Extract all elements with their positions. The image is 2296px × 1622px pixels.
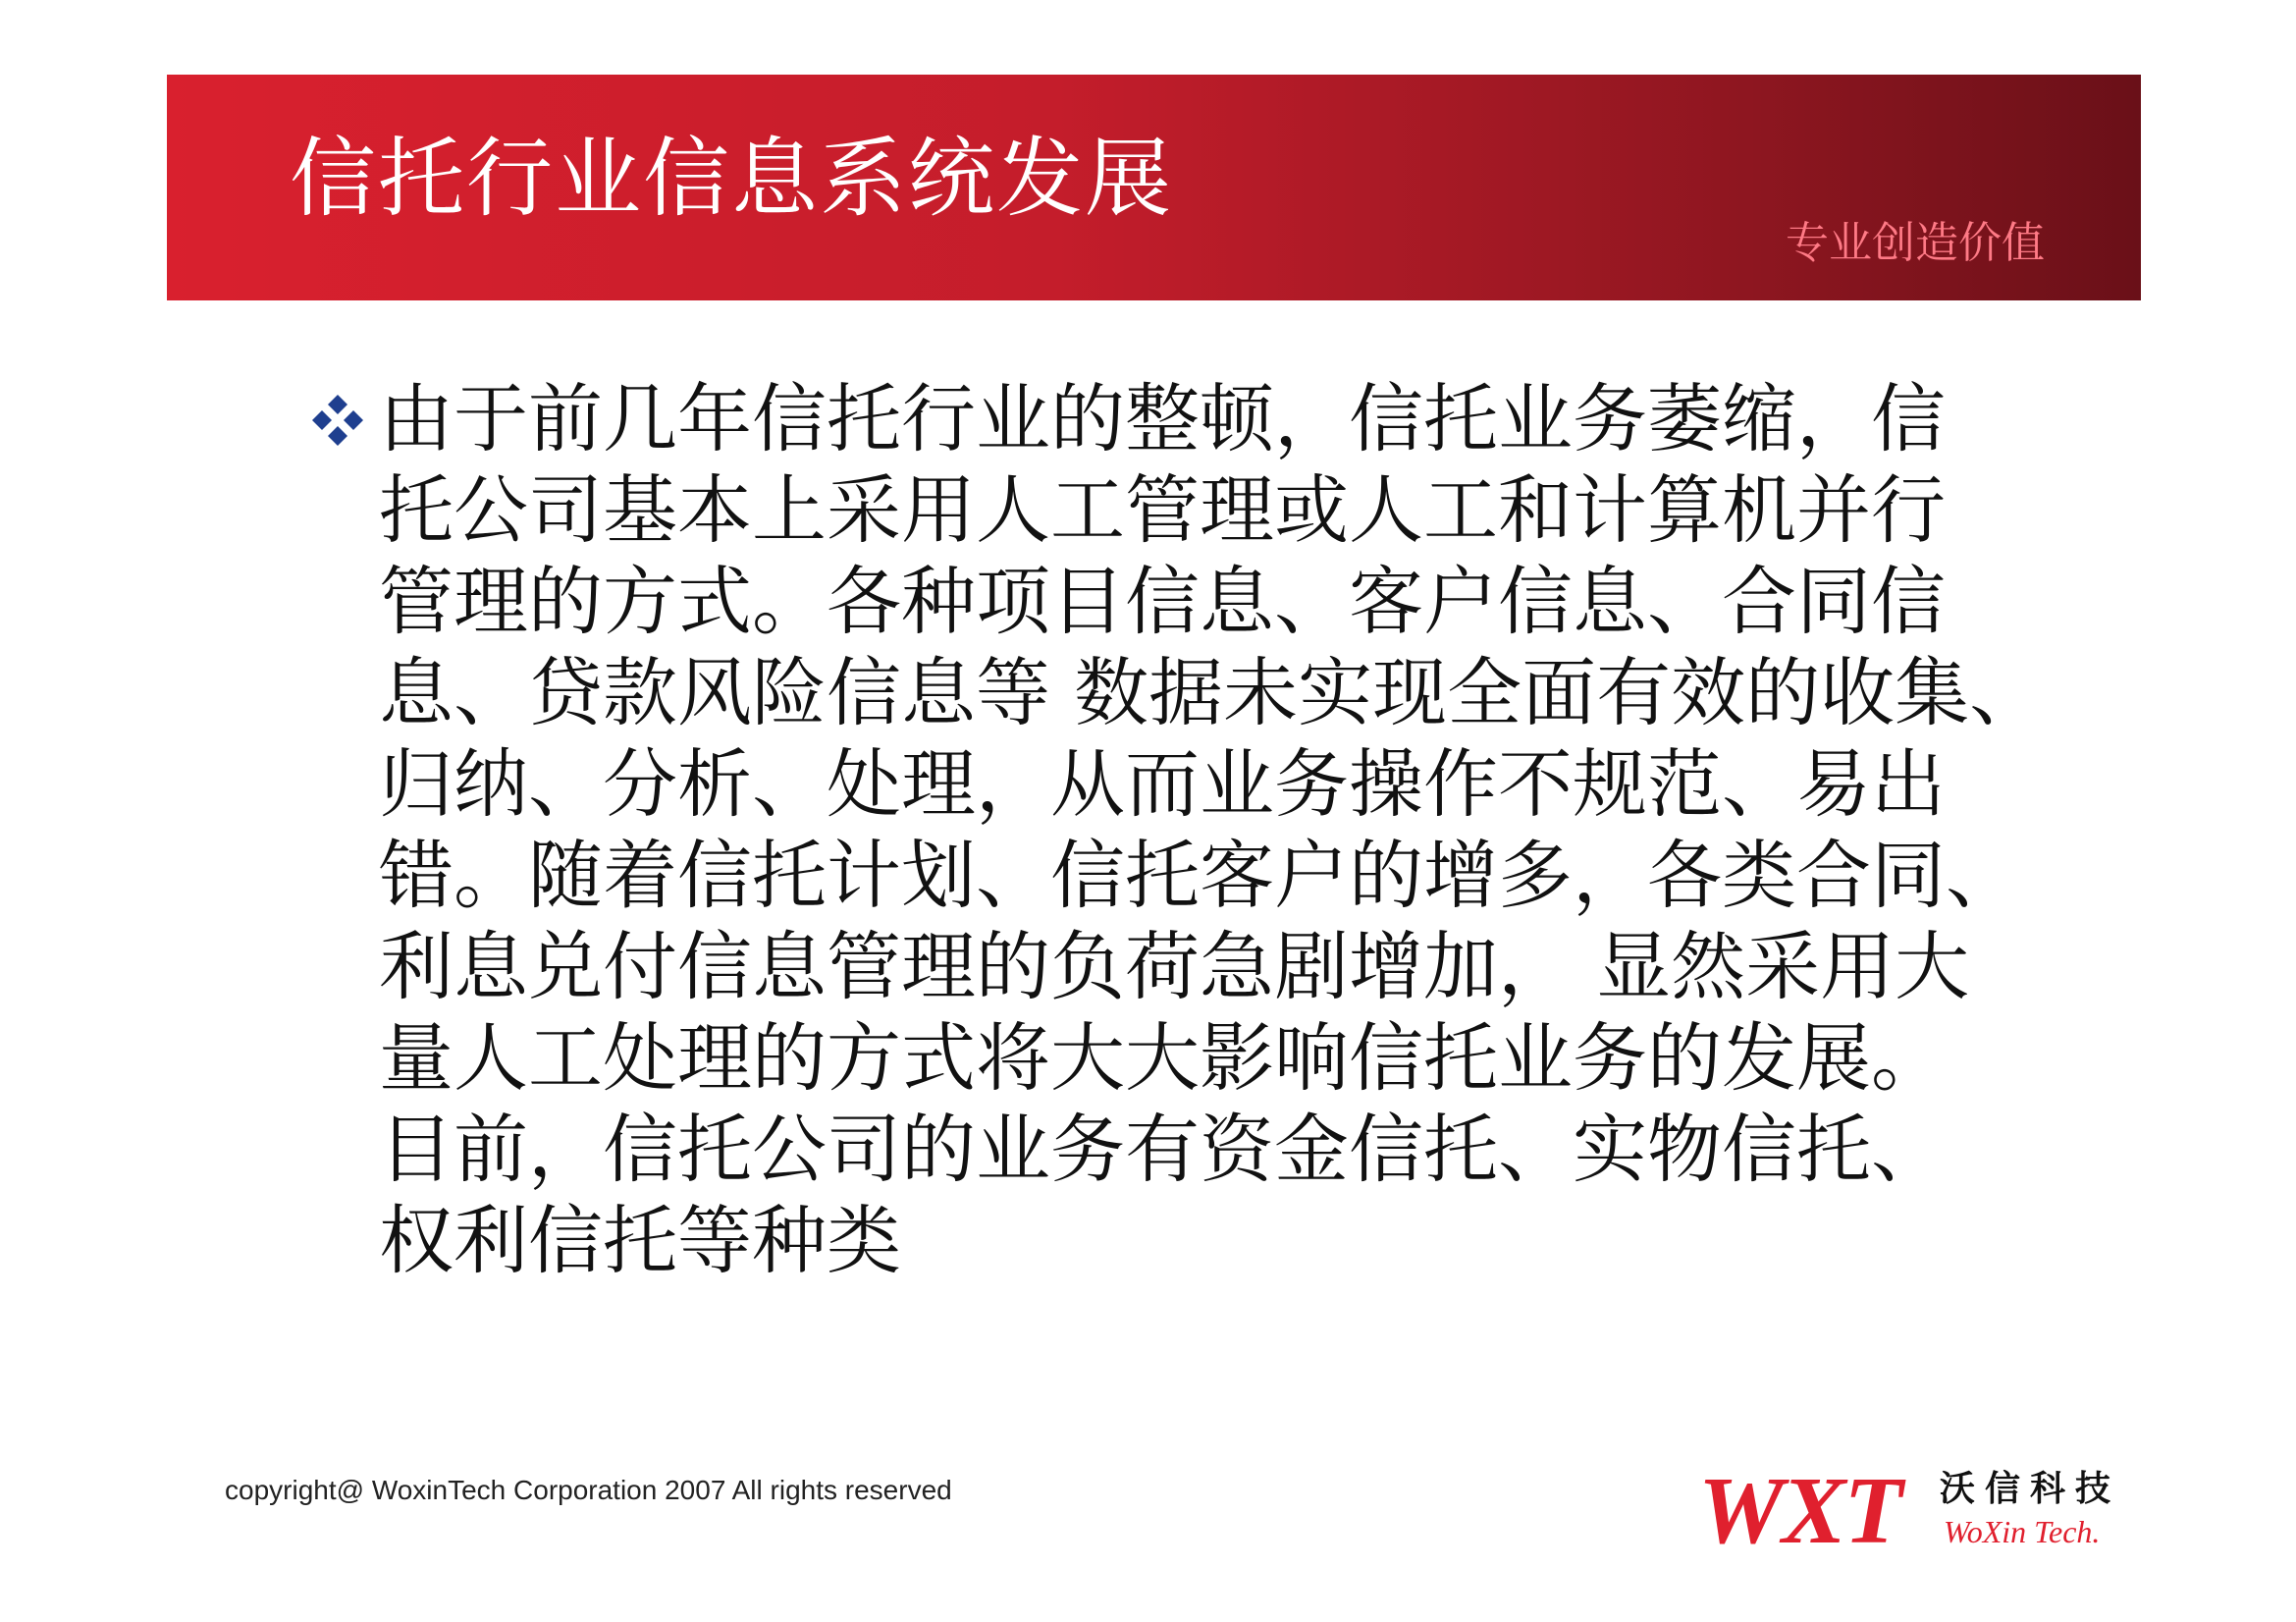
- body-line: 管理的方式。各种项目信息、客户信息、合同信: [379, 558, 1946, 645]
- body-line: 目前，信托公司的业务有资金信托、实物信托、: [379, 1106, 1946, 1193]
- company-logo: [1698, 1458, 2140, 1571]
- slide-title: 信托行业信息系统发展: [290, 128, 1174, 229]
- body-line: 由于前几年信托行业的整顿，信托业务萎缩，信: [379, 375, 1946, 462]
- body-line: 息、贷款风险信息等 数据未实现全面有效的收集、: [379, 649, 2045, 736]
- bullet-paragraph: [308, 373, 2095, 1286]
- logo-chinese-name: 沃信科技: [1940, 1468, 2121, 1509]
- body-line: 权利信托等种类: [379, 1197, 901, 1284]
- logo-english-name: WoXin Tech.: [1944, 1514, 2101, 1549]
- body-line: 归纳、分析、处理，从而业务操作不规范、易出: [379, 740, 1946, 828]
- four-diamond-bullet-icon: [308, 391, 367, 450]
- slogan-text: 专业创造价值: [1786, 218, 2045, 268]
- body-line: 利息兑付信息管理的负荷急剧增加， 显然采用大: [379, 923, 1970, 1010]
- body-line: 错。随着信托计划、信托客户的增多，各类合同、: [379, 832, 2020, 919]
- title-banner: [167, 75, 2141, 300]
- copyright-text: copyright@ WoxinTech Corporation 2007 All rights reserved: [225, 1475, 952, 1505]
- body-text: [379, 373, 2095, 1286]
- body-line: 量人工处理的方式将大大影响信托业务的发展。: [379, 1014, 1946, 1102]
- body-line: 托公司基本上采用人工管理或人工和计算机并行: [379, 466, 1946, 554]
- logo-mark: WXT: [1698, 1458, 1901, 1564]
